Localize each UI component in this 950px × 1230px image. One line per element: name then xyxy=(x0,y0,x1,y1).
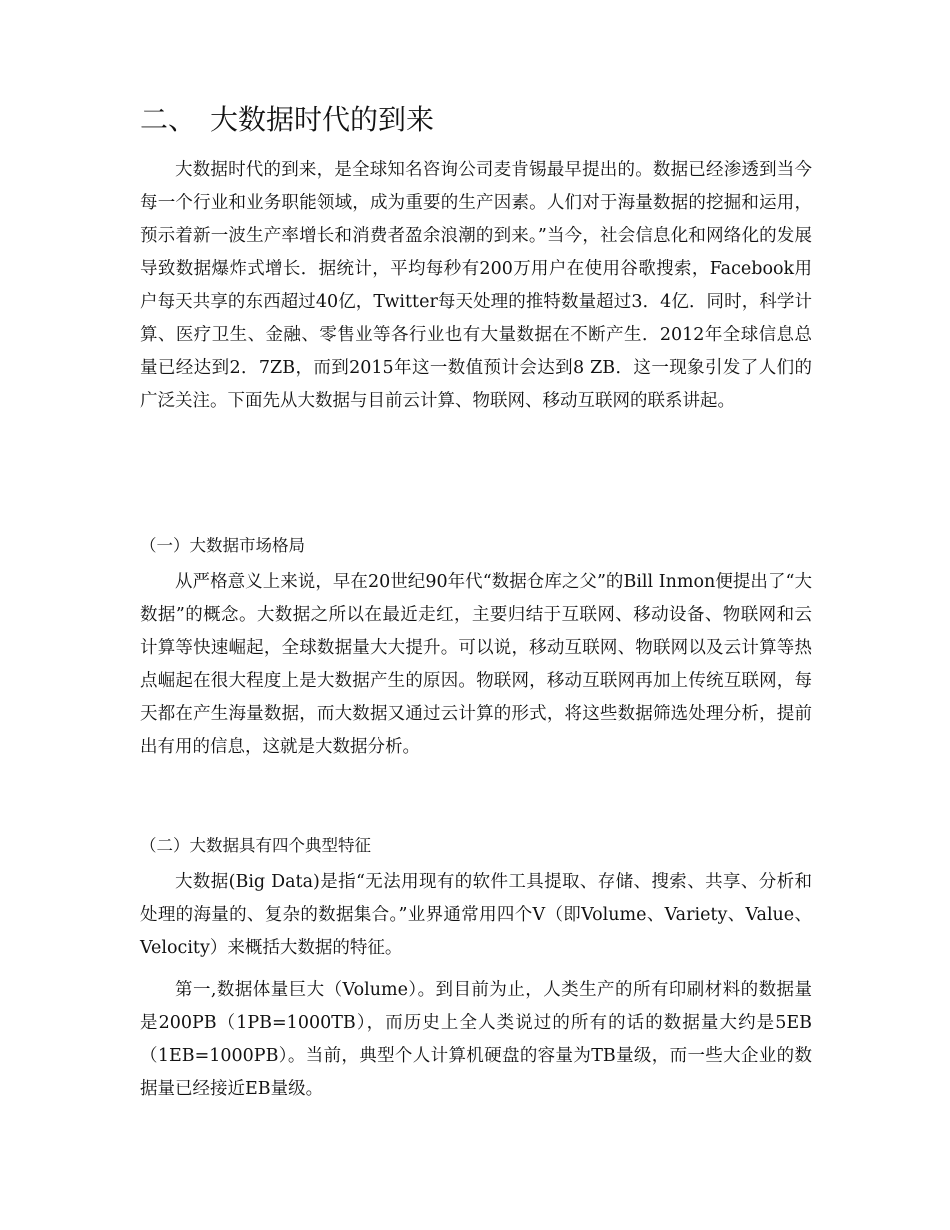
subsection-1-paragraph: 从严格意义上来说，早在20世纪90年代“数据仓库之父”的Bill Inmon便提出了“大数据”的概念。大数据之所以在最近走红，主要归结于互联网、移动设备、物联网和云计算等快速崛起，全球数据量大大提升。可以说，移动互联网、物联网以及云计算等热点崛起在很大程度上是大数据产生的原因。物联网，移动互联网再加上传统互联网，每天都在产生海量数据，而大数据又通过云计算的形式，将这些数据筛选处理分析，提前出有用的信息，这就是大数据分析。 xyxy=(140,572,812,757)
section-number: 二、 xyxy=(140,103,197,136)
subsection-2-paragraph-1: 大数据(Big Data)是指“无法用现有的软件工具提取、存储、搜索、共享、分析和处理的海量的、复杂的数据集合。”业界通常用四个V（即Volume、Variety、Value、Velocity）来概括大数据的特征。 xyxy=(140,872,812,958)
section-heading xyxy=(140,100,434,140)
intro-paragraph: 大数据时代的到来，是全球知名咨询公司麦肯锡最早提出的。数据已经渗透到当今每一个行业和业务职能领域，成为重要的生产因素。人们对于海量数据的挖掘和运用，预示着新一波生产率增长和消费者盈余浪潮的到来。”当今，社会信息化和网络化的发展导致数据爆炸式增长．据统计，平均每秒有200万用户在使用谷歌搜索，Facebook用户每天共享的东西超过40亿，Twitter每天处理的推特数量超过3．4亿．同时，科学计算、医疗卫生、金融、零售业等各行业也有大量数据在不断产生．2012年全球信息总量已经达到2．7ZB，而到2015年这一数值预计会达到8 ZB．这一现象引发了人们的广泛关注。下面先从大数据与目前云计算、物联网、移动互联网的联系讲起。 xyxy=(140,160,812,411)
subsection-2-paragraph-2: 第一,数据体量巨大（Volume）。到目前为止，人类生产的所有印刷材料的数据量是200PB（1PB=1000TB），而历史上全人类说过的所有的话的数据量大约是5EB（1EB=1000PB）。当前，典型个人计算机硬盘的容量为TB量级，而一些大企业的数据量已经接近EB量级。 xyxy=(140,980,812,1099)
subsection-2-title: （二）大数据具有四个典型特征 xyxy=(140,836,371,855)
subsection-1-title: （一）大数据市场格局 xyxy=(140,536,305,555)
section-title: 大数据时代的到来 xyxy=(210,103,435,136)
